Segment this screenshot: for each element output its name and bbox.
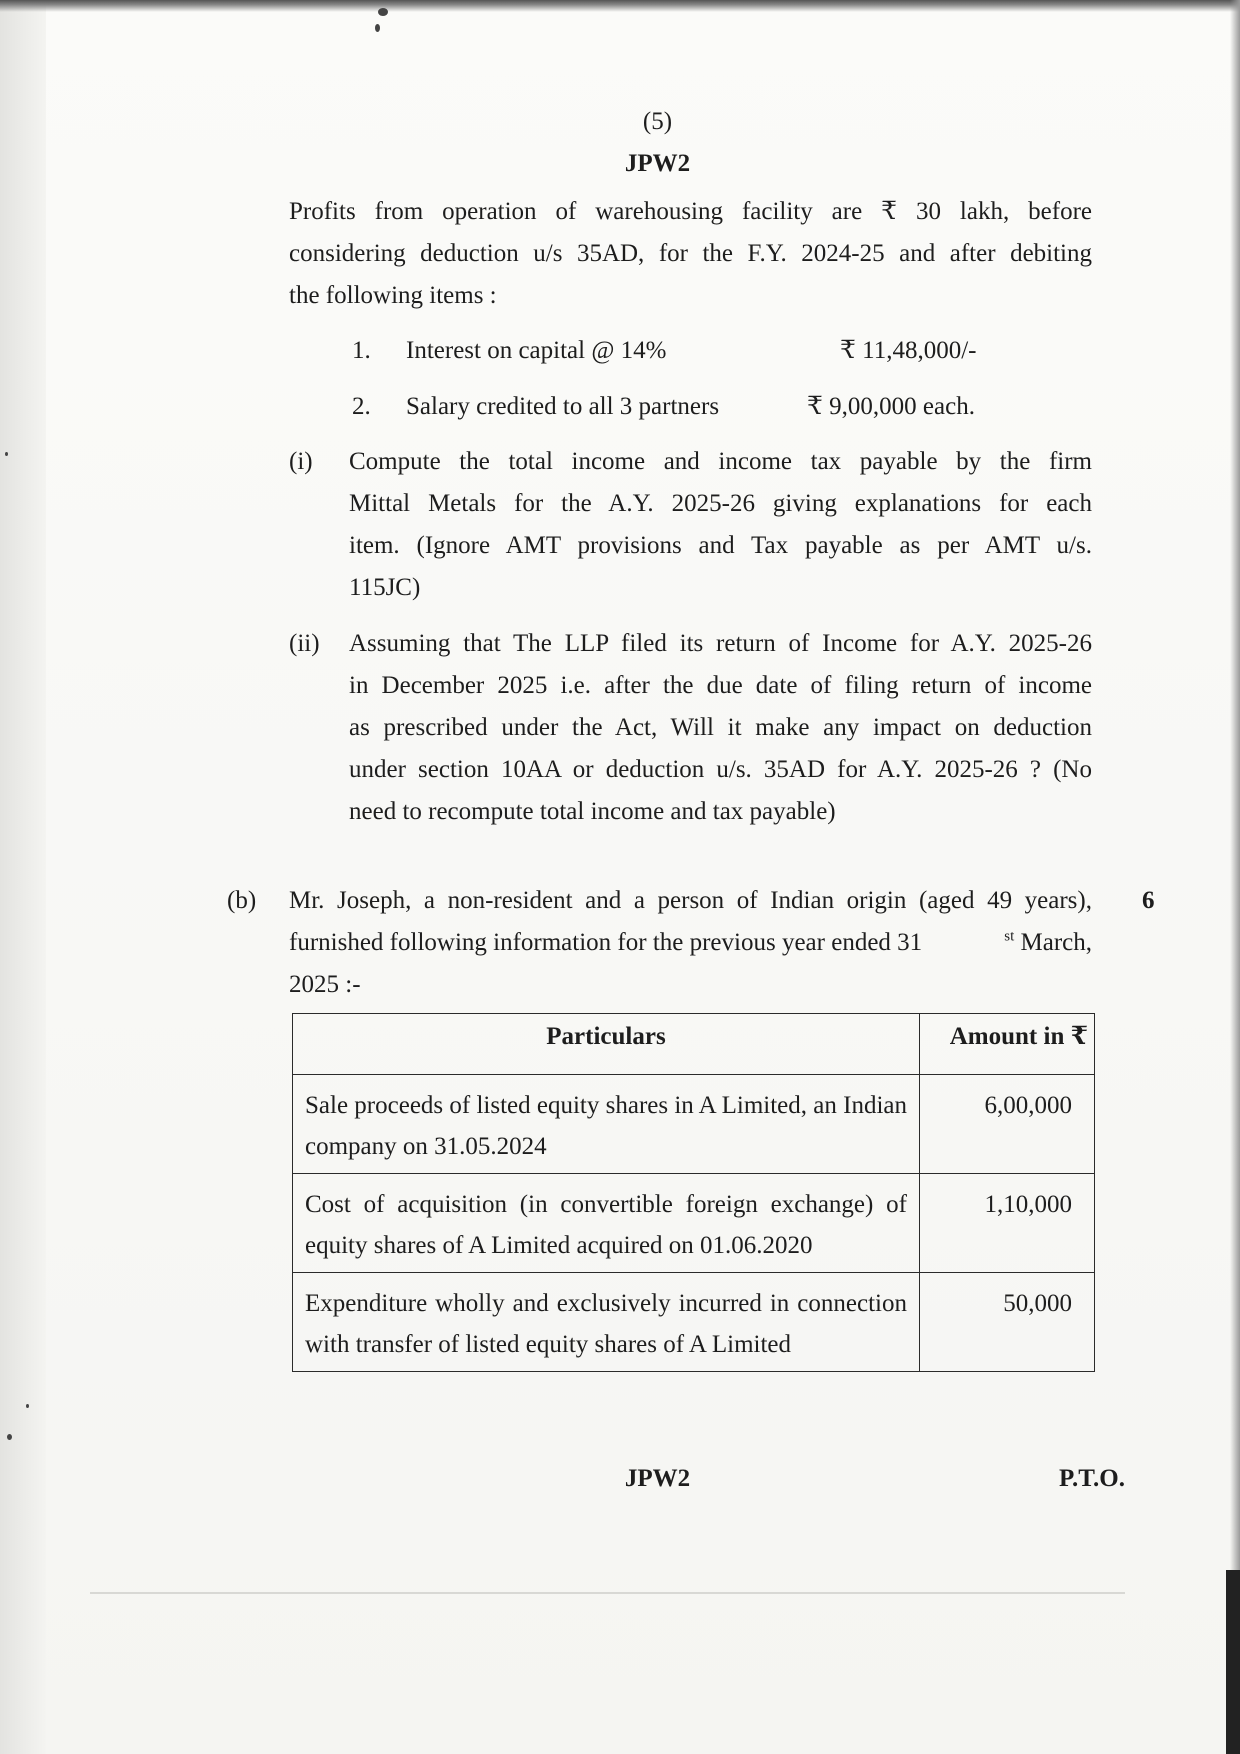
- pto-label: P.T.O.: [1059, 1465, 1125, 1492]
- question-line: in December 2025 i.e. after the due date of filing return of income: [349, 672, 1092, 699]
- table-row: [293, 1075, 1095, 1174]
- date-superscript: st: [1004, 928, 1015, 945]
- item-amount: ₹ 11,48,000/-: [840, 337, 977, 364]
- cell-particulars: Sale proceeds of listed equity shares in A Limited, an Indian company on 31.05.2024: [293, 1075, 920, 1174]
- cell-amount: 1,10,000: [920, 1174, 1095, 1273]
- paper-code-footer: JPW2: [624, 1465, 691, 1492]
- scan-top-edge: [0, 0, 1240, 12]
- scan-bottom-line: [90, 1592, 1125, 1594]
- part-b-line-end: March,: [1014, 929, 1092, 956]
- table-row: [293, 1174, 1095, 1273]
- question-line: item. (Ignore AMT provisions and Tax payable as per AMT u/s.: [349, 532, 1092, 559]
- question-marker: (ii): [289, 630, 320, 657]
- scan-right-shadow: [1226, 1570, 1240, 1754]
- item-label: Interest on capital @ 14%: [406, 337, 667, 364]
- marks: 6: [1142, 887, 1155, 914]
- table-header-row: [293, 1014, 1095, 1075]
- page-number: (5): [642, 108, 673, 135]
- cell-amount: 50,000: [920, 1273, 1095, 1372]
- item-label: Salary credited to all 3 partners: [406, 393, 720, 420]
- cell-particulars: Cost of acquisition (in convertible foreign exchange) of equity shares of A Limited acquired on 01.06.2020: [293, 1174, 920, 1273]
- scan-speck: [26, 1404, 29, 1408]
- column-header-particulars: Particulars: [293, 1014, 920, 1075]
- part-b-marker: (b): [227, 887, 257, 914]
- question-line: Assuming that The LLP filed its return of Income for A.Y. 2025-26: [349, 630, 1092, 657]
- intro-line: the following items :: [289, 282, 497, 309]
- cell-particulars: Expenditure wholly and exclusively incurred in connection with transfer of listed equity shares of A Limited: [293, 1273, 920, 1372]
- part-b-line: [289, 922, 1092, 963]
- item-number: 1.: [352, 337, 371, 364]
- question-line: under section 10AA or deduction u/s. 35AD for A.Y. 2025-26 ? (No: [349, 756, 1092, 783]
- particulars-table: [292, 1013, 1095, 1372]
- part-b-line-start: furnished following information for the previous year ended 31: [289, 929, 923, 956]
- intro-line: considering deduction u/s 35AD, for the F.Y. 2024-25 and after debiting: [289, 240, 1092, 267]
- scan-speck: [7, 1434, 12, 1440]
- question-line: Mittal Metals for the A.Y. 2025-26 giving explanations for each: [349, 490, 1092, 517]
- item-amount: ₹ 9,00,000 each.: [807, 393, 975, 420]
- question-line: 115JC): [349, 574, 421, 601]
- part-b-line: Mr. Joseph, a non-resident and a person of Indian origin (aged 49 years),: [289, 887, 1092, 914]
- part-b-line: 2025 :-: [289, 971, 361, 998]
- paper-code-header: JPW2: [624, 150, 691, 177]
- cell-amount: 6,00,000: [920, 1075, 1095, 1174]
- question-line: as prescribed under the Act, Will it make any impact on deduction: [349, 714, 1092, 741]
- scan-speck: [378, 8, 388, 16]
- question-line: Compute the total income and income tax payable by the firm: [349, 448, 1092, 475]
- question-line: need to recompute total income and tax payable): [349, 798, 836, 825]
- scan-speck: [375, 24, 380, 32]
- column-header-amount: Amount in ₹: [920, 1014, 1095, 1075]
- item-number: 2.: [352, 393, 371, 420]
- table-row: [293, 1273, 1095, 1372]
- question-marker: (i): [289, 448, 313, 475]
- intro-line: Profits from operation of warehousing facility are ₹ 30 lakh, before: [289, 198, 1092, 225]
- scan-speck: [5, 452, 8, 456]
